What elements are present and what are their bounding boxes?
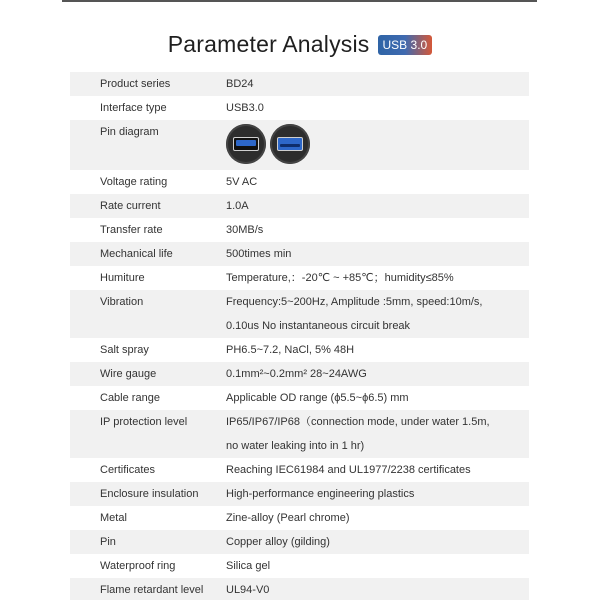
table-row (70, 72, 529, 96)
table-row (70, 386, 529, 410)
table-row (70, 506, 529, 530)
row-value (226, 338, 529, 362)
value-line: USB3.0 (226, 102, 264, 114)
table-row (70, 338, 529, 362)
value-line: 0.1mm²~0.2mm² 28~24AWG (226, 368, 367, 380)
value-line: Frequency:5~200Hz, Amplitude :5mm, speed:10m/s, (226, 296, 483, 308)
row-value (226, 578, 529, 600)
row-value (226, 530, 529, 554)
value-line: BD24 (226, 78, 254, 90)
table-row (70, 410, 529, 458)
table-row (70, 266, 529, 290)
value-line: Zine-alloy (Pearl chrome) (226, 512, 350, 524)
row-label: Waterproof ring (100, 560, 176, 572)
table-row (70, 120, 529, 170)
row-label: Rate current (100, 200, 161, 212)
row-value (226, 482, 529, 506)
row-label: Product series (100, 78, 171, 90)
table-row (70, 482, 529, 506)
value-line: 30MB/s (226, 224, 264, 236)
row-value (226, 506, 529, 530)
table-row (70, 96, 529, 120)
row-label: Transfer rate (100, 224, 163, 236)
value-line: 5V AC (226, 176, 258, 188)
row-value (226, 290, 529, 338)
table-row (70, 578, 529, 600)
row-value (226, 218, 529, 242)
value-line: Reaching IEC61984 and UL1977/2238 certificates (226, 464, 471, 476)
row-label: Mechanical life (100, 248, 173, 260)
value-line: PH6.5~7.2, NaCl, 5% 48H (226, 344, 355, 356)
row-label: Wire gauge (100, 368, 157, 380)
value-line: IP65/IP67/IP68（connection mode, under water 1.5m, (226, 416, 490, 428)
row-label: Salt spray (100, 344, 149, 356)
page-title: Parameter Analysis (167, 30, 370, 57)
row-value (226, 266, 529, 290)
pin-diagram (226, 120, 529, 164)
row-label: Pin (100, 536, 116, 548)
row-value (226, 96, 529, 120)
value-line: Copper alloy (gilding) (226, 536, 330, 548)
row-value (226, 120, 529, 170)
page-header (0, 28, 600, 60)
row-value (226, 72, 529, 96)
row-label: Pin diagram (100, 126, 159, 138)
row-label: Enclosure insulation (100, 488, 199, 500)
parameter-table (70, 72, 529, 600)
row-label: Metal (100, 512, 127, 524)
usb-male-port-icon (226, 124, 266, 164)
usb-version-badge: USB 3.0 (378, 35, 433, 55)
row-value (226, 242, 529, 266)
value-line: Silica gel (226, 560, 271, 572)
row-label: Humiture (100, 272, 145, 284)
row-label: IP protection level (100, 416, 188, 428)
row-label: Flame retardant level (100, 584, 204, 596)
value-line: UL94-V0 (226, 584, 270, 596)
row-value (226, 362, 529, 386)
row-value (226, 410, 529, 458)
usb-female-port-icon (270, 124, 310, 164)
value-line: no water leaking into in 1 hr) (226, 440, 365, 452)
table-row (70, 530, 529, 554)
row-label: Voltage rating (100, 176, 168, 188)
value-line: 500times min (226, 248, 292, 260)
value-line: High-performance engineering plastics (226, 488, 415, 500)
row-label: Vibration (100, 296, 144, 308)
row-value (226, 554, 529, 578)
table-row (70, 458, 529, 482)
row-value (226, 170, 529, 194)
table-row (70, 362, 529, 386)
row-label: Cable range (100, 392, 160, 404)
row-value (226, 458, 529, 482)
table-row (70, 194, 529, 218)
value-line: 1.0A (226, 200, 249, 212)
row-label: Interface type (100, 102, 167, 114)
value-line: Applicable OD range (ϕ5.5~ϕ6.5) mm (226, 392, 409, 404)
table-row (70, 290, 529, 338)
row-label: Certificates (100, 464, 156, 476)
value-line: 0.10us No instantaneous circuit break (226, 320, 411, 332)
row-value (226, 386, 529, 410)
value-line: Temperature,：-20℃ ~ +85℃；humidity≤85% (226, 272, 454, 284)
row-value (226, 194, 529, 218)
table-row (70, 554, 529, 578)
top-divider (62, 0, 537, 2)
table-row (70, 242, 529, 266)
table-row (70, 218, 529, 242)
table-row (70, 170, 529, 194)
